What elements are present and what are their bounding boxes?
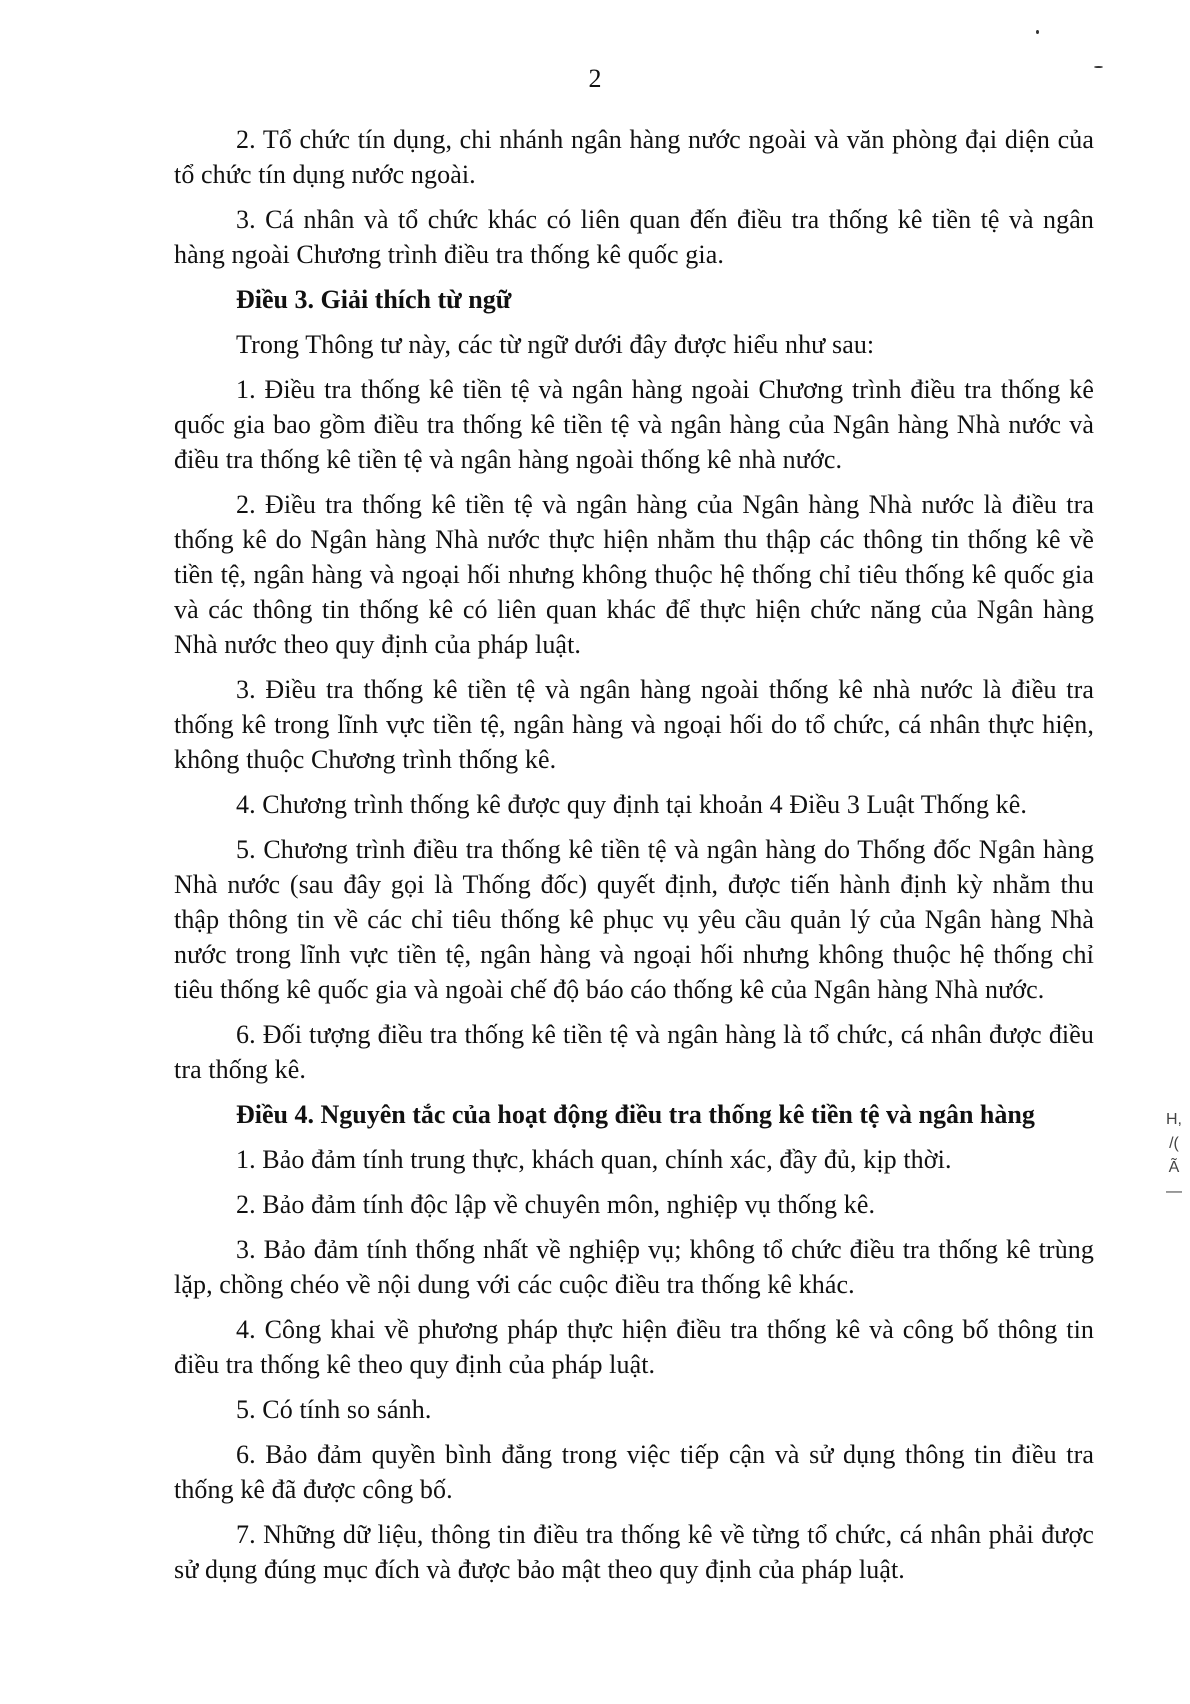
article-4-heading: Điều 4. Nguyên tắc của hoạt động điều tra thống kê tiền tệ và ngân hàng: [236, 1100, 1035, 1129]
paragraph-clause-3: 3. Cá nhân và tổ chức khác có liên quan đến điều tra thống kê tiền tệ và ngân hàng ngoài Chương trình điều tra thống kê quốc gia.: [174, 205, 1094, 269]
article-3-item-4: 4. Chương trình thống kê được quy định tại khoản 4 Điều 3 Luật Thống kê.: [236, 790, 1028, 819]
margin-scan-marks: [1160, 1108, 1188, 1204]
margin-mark: /(: [1169, 1135, 1179, 1152]
article-4-item-2: 2. Bảo đảm tính độc lập về chuyên môn, nghiệp vụ thống kê.: [236, 1190, 876, 1219]
article-3-item-3: 3. Điều tra thống kê tiền tệ và ngân hàng ngoài thống kê nhà nước là điều tra thống kê trong lĩnh vực tiền tệ, ngân hàng và ngoại hối do tổ chức, cá nhân thực hiện, không thuộc Chương trình thống kê.: [174, 675, 1094, 774]
article-3-item-6: 6. Đối tượng điều tra thống kê tiền tệ và ngân hàng là tổ chức, cá nhân được điều tra thống kê.: [174, 1020, 1094, 1084]
margin-mark: —: [1166, 1183, 1182, 1200]
article-4-item-6: 6. Bảo đảm quyền bình đẳng trong việc tiếp cận và sử dụng thông tin điều tra thống kê đã được công bố.: [174, 1440, 1094, 1504]
article-3-intro: Trong Thông tư này, các từ ngữ dưới đây được hiểu như sau:: [236, 330, 875, 359]
article-4-item-4: 4. Công khai về phương pháp thực hiện điều tra thống kê và công bố thông tin điều tra thống kê theo quy định của pháp luật.: [174, 1315, 1094, 1379]
article-4-item-1: 1. Bảo đảm tính trung thực, khách quan, chính xác, đầy đủ, kịp thời.: [236, 1145, 952, 1174]
margin-mark: H,: [1166, 1111, 1182, 1128]
paragraph-clause-2: 2. Tổ chức tín dụng, chi nhánh ngân hàng nước ngoài và văn phòng đại diện của tổ chức tín dụng nước ngoài.: [174, 125, 1094, 189]
article-4-item-5: 5. Có tính so sánh.: [236, 1395, 432, 1424]
margin-mark: Ã: [1168, 1159, 1180, 1176]
article-4-item-7: 7. Những dữ liệu, thông tin điều tra thống kê về từng tổ chức, cá nhân phải được sử dụng đúng mục đích và được bảo mật theo quy định của pháp luật.: [174, 1520, 1094, 1584]
scan-speck: [1036, 30, 1039, 34]
article-4-item-3: 3. Bảo đảm tính thống nhất về nghiệp vụ; không tổ chức điều tra thống kê trùng lặp, chồng chéo về nội dung với các cuộc điều tra thống kê khác.: [174, 1235, 1094, 1299]
scan-speck: [1094, 66, 1103, 68]
page-number: 2: [588, 64, 602, 93]
article-3-item-2: 2. Điều tra thống kê tiền tệ và ngân hàng của Ngân hàng Nhà nước là điều tra thống kê do Ngân hàng Nhà nước thực hiện nhằm thu thập các thông tin thống kê về tiền tệ, ngân hàng và ngoại hối nhưng không thuộc hệ thống chỉ tiêu thống kê quốc gia và các thông tin thống kê có liên quan khác để thực hiện chức năng của Ngân hàng Nhà nước theo quy định của pháp luật.: [174, 490, 1094, 659]
article-3-heading: Điều 3. Giải thích từ ngữ: [236, 285, 512, 314]
article-3-item-1: 1. Điều tra thống kê tiền tệ và ngân hàng ngoài Chương trình điều tra thống kê quốc gia bao gồm điều tra thống kê tiền tệ và ngân hàng của Ngân hàng Nhà nước và điều tra thống kê tiền tệ và ngân hàng ngoài thống kê nhà nước.: [174, 375, 1094, 474]
document-body: [174, 122, 1094, 1597]
article-3-item-5: 5. Chương trình điều tra thống kê tiền tệ và ngân hàng do Thống đốc Ngân hàng Nhà nước (sau đây gọi là Thống đốc) quyết định, được tiến hành định kỳ nhằm thu thập thông tin về các chỉ tiêu thống kê phục vụ yêu cầu quản lý của Ngân hàng Nhà nước trong lĩnh vực tiền tệ, ngân hàng và ngoại hối nhưng không thuộc hệ thống chỉ tiêu thống kê quốc gia và ngoài chế độ báo cáo thống kê của Ngân hàng Nhà nước.: [174, 835, 1094, 1004]
